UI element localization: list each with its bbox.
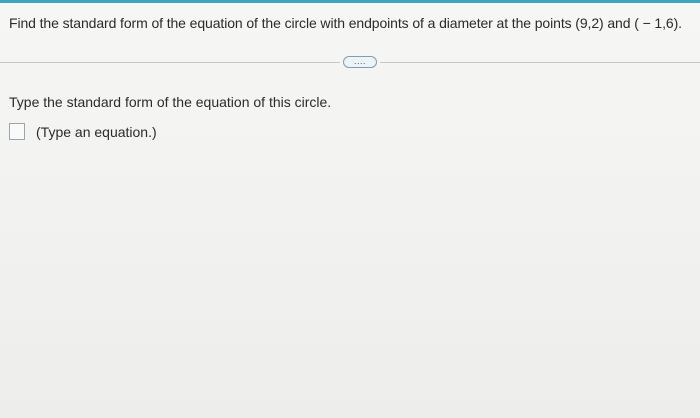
top-accent-bar [0, 0, 700, 3]
answer-row [9, 123, 157, 140]
question-text: Find the standard form of the equation of the circle with endpoints of a diameter at the points (9,2) and ( − 1,6). [9, 15, 682, 31]
answer-prompt: Type the standard form of the equation of this circle. [9, 94, 332, 110]
ellipsis-icon: .... [353, 55, 366, 66]
divider-left [0, 62, 340, 63]
divider-right [380, 62, 700, 63]
equation-answer-input[interactable] [9, 123, 25, 140]
answer-hint: (Type an equation.) [36, 123, 157, 140]
show-more-button[interactable] [343, 56, 377, 68]
